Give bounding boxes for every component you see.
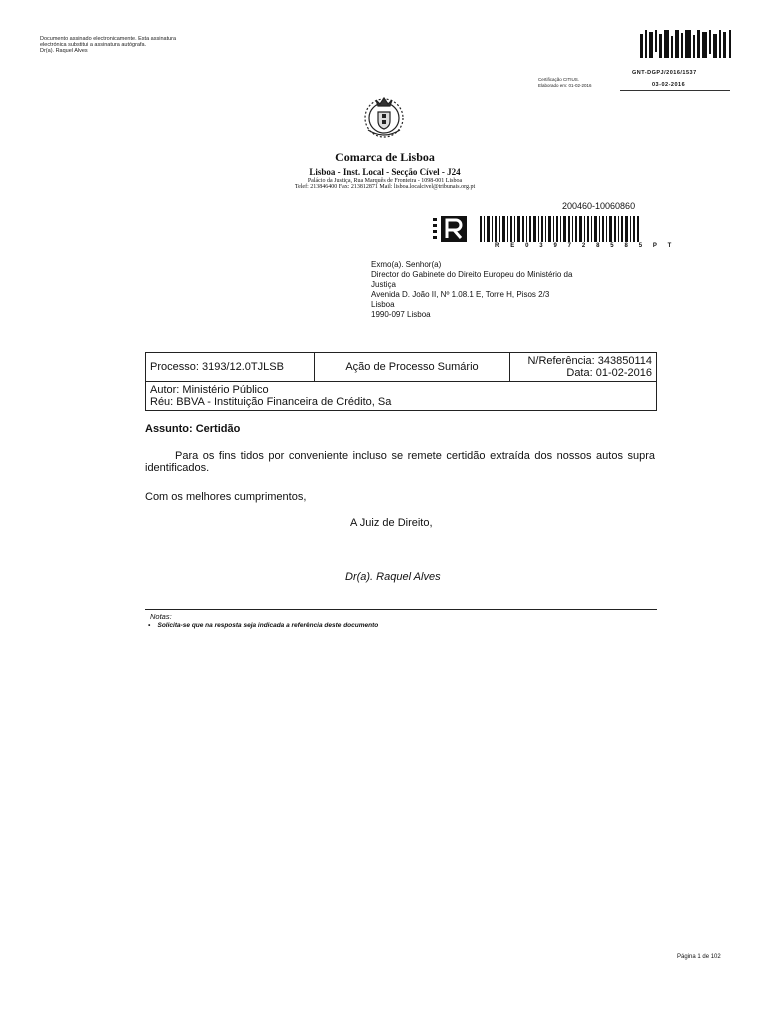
registered-mail-icon [433, 216, 467, 242]
recipient-address [371, 260, 641, 320]
process-number: Processo: 3193/12.0TJLSB [146, 353, 315, 382]
notes-item: • Solicita-se que na resposta seja indicada a referência deste documento [148, 622, 379, 629]
process-reu: Réu: BBVA - Instituição Financeira de Crédito, Sa [150, 396, 392, 408]
process-date: Data: 01-02-2016 [566, 367, 652, 379]
coat-of-arms-icon [362, 92, 406, 142]
process-reference-cell [510, 353, 657, 382]
recipient-line-4: Lisboa [371, 300, 395, 309]
registered-mail-barcode-icon [480, 216, 640, 242]
notes-divider [145, 609, 657, 610]
court-contacts: Telef: 213846400 Fax: 213812871 Mail: lisboa.localcivel@tribunais.org.pt [294, 184, 476, 190]
stamp-line-2: Elaborado em: 01-02-2016 [538, 83, 592, 88]
stamp-date: 03-02-2016 [652, 82, 686, 88]
stamp-reference: GNT-DGPJ/2016/1537 [632, 70, 697, 76]
document-number: 200460-10060860 [562, 201, 636, 211]
notes-item-text: Solicita-se que na resposta seja indicada a referência deste documento [157, 622, 379, 629]
recipient-line-2: Justiça [371, 280, 396, 289]
electronic-signature-note [40, 36, 176, 54]
process-reference: N/Referência: 343850114 [527, 355, 652, 367]
signature-line-1: Documento assinado electronicamente. Esta assinatura [40, 36, 177, 42]
recipient-salutation: Exmo(a). Senhor(a) [371, 260, 442, 269]
judge-title: A Juiz de Direito, [350, 517, 433, 529]
subject-line: Assunto: Certidão [145, 423, 241, 435]
barcode-icon [640, 30, 734, 58]
registered-mail-code: R E 0 3 9 7 2 8 5 8 5 P T [495, 243, 676, 249]
judge-name: Dr(a). Raquel Alves [345, 571, 441, 583]
court-name: Comarca de Lisboa [335, 150, 435, 164]
stamp-divider [620, 90, 730, 91]
recipient-line-5: 1990-097 Lisboa [371, 310, 431, 319]
court-section: Lisboa - Inst. Local - Secção Cível - J24 [309, 167, 461, 177]
closing-line: Com os melhores cumprimentos, [145, 491, 307, 503]
court-header [150, 150, 620, 190]
page-number: Página 1 de 102 [677, 954, 721, 960]
court-address: Palácio da Justiça, Rua Marquês de Fronteira - 1098-001 Lisboa [307, 178, 463, 184]
process-autor: Autor: Ministério Público [150, 384, 269, 396]
recipient-line-3: Avenida D. João II, Nº 1.08.1 E, Torre H, Pisos 2/3 [371, 290, 550, 299]
signature-line-2: electrónica substitui a assinatura autógrafa. [40, 42, 147, 48]
process-parties [146, 382, 657, 411]
certification-stamp [538, 77, 592, 89]
process-type: Ação de Processo Sumário [315, 353, 510, 382]
process-table [145, 352, 657, 411]
body-paragraph: Para os fins tidos por conveniente incluso se remete certidão extraída dos nossos autos supra identificados. [145, 450, 655, 474]
stamp-line-1: Certificação CITIUS. [538, 77, 580, 82]
recipient-line-1: Director do Gabinete do Direito Europeu do Ministério da [371, 270, 573, 279]
signature-line-3: Dr(a). Raquel Alves [40, 48, 88, 54]
notes-label: Notas: [150, 612, 172, 621]
